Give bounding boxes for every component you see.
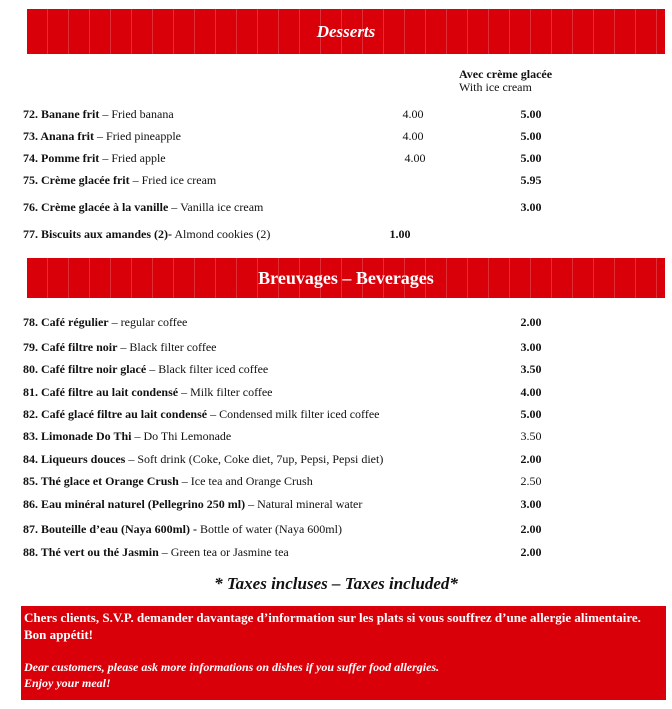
dessert-item-73: [23, 128, 663, 144]
beverage-name-en: – Do Thi Lemonade: [131, 429, 232, 443]
beverage-name-fr: 88. Thé vert ou thé Jasmin: [23, 545, 159, 559]
dessert-name-en: – Fried pineapple: [94, 129, 181, 143]
beverage-name-en: – Condensed milk filter iced coffee: [207, 407, 380, 421]
dessert-name-fr: 76. Crème glacée à la vanille: [23, 200, 169, 214]
beverage-item-80: [23, 361, 663, 377]
dessert-name-fr: 72. Banane frit: [23, 107, 100, 121]
beverage-name-fr: 84. Liqueurs douces: [23, 452, 126, 466]
beverage-item-87: [23, 521, 663, 537]
beverage-name-en: – Black filter coffee: [117, 340, 217, 354]
beverage-name-fr: 80. Café filtre noir glacé: [23, 362, 147, 376]
beverage-name-fr: 87. Bouteille d’eau (Naya 600ml) -: [23, 522, 197, 536]
desserts-header-band: [27, 9, 665, 54]
taxes-included-note: * Taxes incluses – Taxes included*: [214, 574, 458, 593]
beverage-name-en: – Green tea or Jasmine tea: [158, 545, 289, 559]
beverage-name-fr: 78. Café régulier: [23, 315, 109, 329]
beverage-name-en: – Ice tea and Orange Crush: [178, 474, 313, 488]
beverage-price: 3.50: [520, 362, 542, 376]
dessert-price-ice-cream: 5.00: [520, 107, 542, 121]
dessert-name-fr: 74. Pomme frit: [23, 151, 100, 165]
dessert-price-ice-cream: 5.95: [520, 173, 542, 187]
dessert-item-75: [23, 172, 663, 188]
beverages-title: Breuvages – Beverages: [258, 267, 434, 288]
dessert-item-74: [23, 150, 663, 166]
dessert-item-72: [23, 106, 663, 122]
desserts-title: Desserts: [316, 21, 376, 41]
ice-cream-header-en: With ice cream: [459, 80, 532, 94]
beverage-name-fr: 82. Café glacé filtre au lait condensé: [23, 407, 208, 421]
beverage-price: 2.00: [520, 522, 542, 536]
dessert-item-76: [23, 199, 663, 215]
beverage-price: 3.00: [520, 340, 542, 354]
beverage-name-en: – Natural mineral water: [245, 497, 363, 511]
beverage-price: 3.00: [520, 497, 542, 511]
beverage-price: 2.50: [520, 474, 542, 488]
allergy-notice-en-line1: Dear customers, please ask more informations on dishes if you suffer food allergies.: [24, 660, 440, 674]
allergy-notice-en: [24, 659, 663, 691]
beverage-name-en: Bottle of water (Naya 600ml): [196, 522, 342, 536]
dessert-item-77: [23, 226, 663, 242]
beverage-price: 3.50: [520, 429, 542, 443]
beverage-name-fr: 79. Café filtre noir: [23, 340, 118, 354]
beverage-item-82: [23, 406, 663, 422]
beverage-price: 4.00: [520, 385, 542, 399]
dessert-name-en: Almond cookies (2): [172, 227, 271, 241]
allergy-notice-en-line2: Enjoy your meal!: [24, 676, 111, 690]
beverages-header-band: [27, 258, 665, 298]
beverage-name-fr: 81. Café filtre au lait condensé: [23, 385, 179, 399]
dessert-name-en: – Fried banana: [99, 107, 174, 121]
beverage-name-en: – Soft drink (Coke, Coke diet, 7up, Pepsi, Pepsi diet): [125, 452, 384, 466]
dessert-price: 1.00: [389, 227, 411, 241]
beverage-item-79: [23, 339, 663, 355]
dessert-price: 4.00: [402, 107, 424, 121]
dessert-name-fr: 75. Crème glacée frit: [23, 173, 130, 187]
ice-cream-column-header: [459, 68, 552, 94]
beverage-name-fr: 86. Eau minéral naturel (Pellegrino 250 ml): [23, 497, 246, 511]
beverage-price: 2.00: [520, 452, 542, 466]
allergy-notice-box: [21, 606, 666, 700]
beverage-price: 2.00: [520, 315, 542, 329]
dessert-name-en: – Fried ice cream: [129, 173, 217, 187]
dessert-name-en: – Vanilla ice cream: [168, 200, 264, 214]
beverage-price: 5.00: [520, 407, 542, 421]
dessert-price-ice-cream: 3.00: [520, 200, 542, 214]
allergy-notice-fr: Chers clients, S.V.P. demander davantage d’information sur les plats si vous souffrez d’une allergie alimentaire. Bon appétit!: [24, 610, 641, 642]
dessert-price: 4.00: [404, 151, 426, 165]
beverage-name-en: – Milk filter coffee: [178, 385, 273, 399]
beverage-item-81: [23, 384, 663, 400]
beverage-name-en: – regular coffee: [108, 315, 188, 329]
beverage-name-fr: 83. Limonade Do Thi: [23, 429, 132, 443]
beverage-name-en: – Black filter iced coffee: [146, 362, 269, 376]
dessert-price: 4.00: [402, 129, 424, 143]
ice-cream-header-fr: Avec crème glacée: [459, 67, 553, 81]
beverage-name-fr: 85. Thé glace et Orange Crush: [23, 474, 179, 488]
dessert-name-en: – Fried apple: [99, 151, 166, 165]
dessert-name-fr: 73. Anana frit: [23, 129, 95, 143]
beverage-item-88: [23, 544, 663, 560]
beverage-price: 2.00: [520, 545, 542, 559]
beverage-item-83: [23, 428, 663, 444]
beverage-item-86: [23, 496, 663, 512]
beverage-item-85: [23, 473, 663, 489]
dessert-price-ice-cream: 5.00: [520, 129, 542, 143]
beverage-item-84: [23, 451, 663, 467]
dessert-price-ice-cream: 5.00: [520, 151, 542, 165]
beverage-item-78: [23, 314, 663, 330]
dessert-name-fr: 77. Biscuits aux amandes (2)-: [23, 227, 173, 241]
